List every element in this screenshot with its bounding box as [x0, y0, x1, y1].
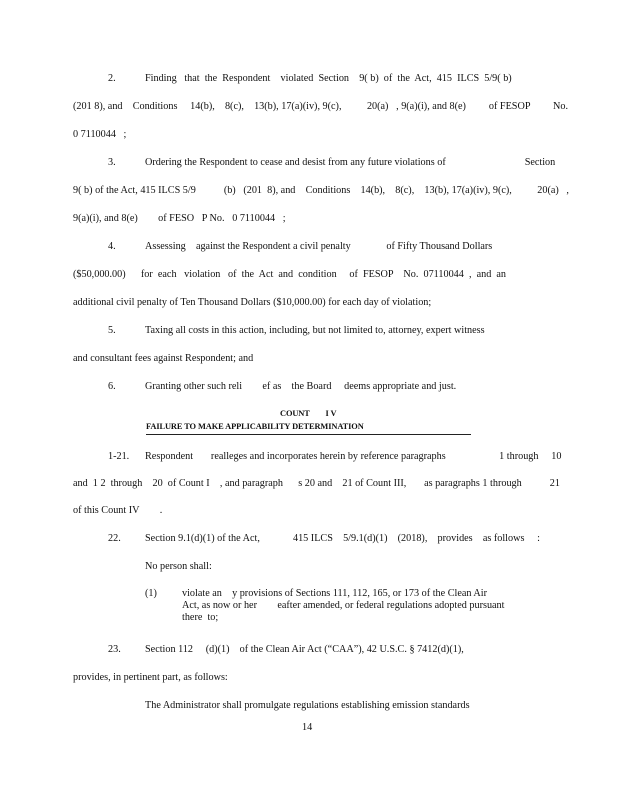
paragraph-line: of this Count IV . [73, 505, 163, 516]
paragraph-line: and 1 2 through 20 of Count I , and paragraph s 20 and 21 of Count III, as paragraphs 1 through 21 [73, 478, 560, 489]
count-title: FAILURE TO MAKE APPLICABILITY DETERMINATION [146, 422, 364, 431]
paragraph-line: 9(a)(i), and 8(e) of FESO P No. 0 7110044 ; [73, 213, 286, 224]
list-item-label: (1) [145, 588, 157, 599]
paragraph-line: and consultant fees against Respondent; and [73, 353, 254, 364]
paragraph-number: 22. [108, 533, 121, 544]
paragraph-line: Granting other such reli ef as the Board deems appropriate and just. [145, 381, 457, 392]
paragraph-line: Taxing all costs in this action, including, but not limited to, attorney, expert witness [145, 325, 485, 336]
paragraph-line: 0 7110044 ; [73, 129, 127, 140]
quote-line: The Administrator shall promulgate regulations establishing emission standards [145, 700, 470, 711]
paragraph-number: 4. [108, 241, 116, 252]
paragraph-number: 5. [108, 325, 116, 336]
paragraph-line: (201 8), and Conditions 14(b), 8(c), 13(b), 17(a)(iv), 9(c), 20(a) , 9(a)(i), and 8(e) of FESOP No. [73, 101, 569, 112]
paragraph-line: Section 112 (d)(1) of the Clean Air Act (“CAA”), 42 U.S.C. § 7412(d)(1), [145, 644, 464, 655]
paragraph-line: Assessing against the Respondent a civil penalty of Fifty Thousand Dollars [145, 241, 493, 252]
paragraph-line: provides, in pertinent part, as follows: [73, 672, 228, 683]
heading-underline [146, 434, 471, 435]
count-label: COUNT I V [280, 409, 337, 418]
quote-line: there to; [182, 612, 219, 623]
paragraph-number: 23. [108, 644, 121, 655]
paragraph-line: Ordering the Respondent to cease and desist from any future violations of Section [145, 157, 556, 168]
paragraph-number: 1-21. [108, 451, 130, 462]
quote-intro: No person shall: [145, 561, 212, 572]
paragraph-line: Respondent realleges and incorporates herein by reference paragraphs 1 through 10 [145, 451, 562, 462]
page-number: 14 [302, 722, 313, 733]
paragraph-line: Finding that the Respondent violated Section 9( b) of the Act, 415 ILCS 5/9( b) [145, 73, 512, 84]
paragraph-line: Section 9.1(d)(1) of the Act, 415 ILCS 5/9.1(d)(1) (2018), provides as follows : [145, 533, 540, 544]
paragraph-line: additional civil penalty of Ten Thousand Dollars ($10,000.00) for each day of violation; [73, 297, 432, 308]
quote-line: Act, as now or her eafter amended, or federal regulations adopted pursuant [182, 600, 505, 611]
paragraph-line: ($50,000.00) for each violation of the Act and condition of FESOP No. 07110044 , and an [73, 269, 507, 280]
paragraph-number: 2. [108, 73, 116, 84]
paragraph-line: 9( b) of the Act, 415 ILCS 5/9 (b) (201 8), and Conditions 14(b), 8(c), 13(b), 17(a)(iv), 9(c), 20(a) , [73, 185, 569, 196]
paragraph-number: 3. [108, 157, 116, 168]
quote-line: violate an y provisions of Sections 111, 112, 165, or 173 of the Clean Air [182, 588, 488, 599]
paragraph-number: 6. [108, 381, 116, 392]
